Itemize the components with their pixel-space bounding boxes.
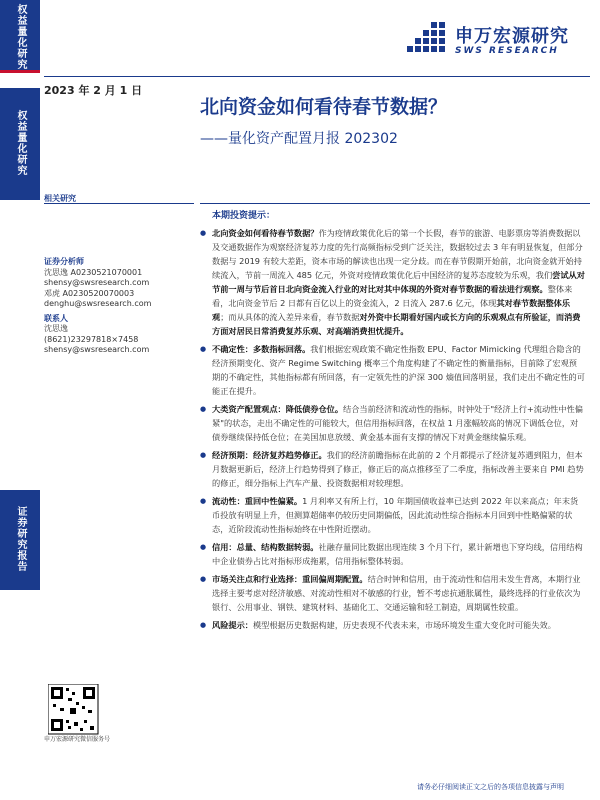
brand-name-cn: 申万宏源研究 xyxy=(455,26,569,47)
footer xyxy=(0,780,600,800)
qr-caption: 申万宏源研究微信服务号 xyxy=(44,736,111,743)
related-research-heading: 相关研究 xyxy=(44,194,76,203)
sidebar-label-top: 权益量化研究 xyxy=(15,4,26,70)
list-item: ● 不确定性：多数指标回落。我们根据宏观政策不确定性指数 EPU、Factor Mimicking 代理组合隐含的经济预期变化、资产 Regime Switching 概率三个角度构建了不确定性的衡量指标，目前除了宏观预期的不确定性，其他指标都有所回落，有一定领先性的沪深 300 熵值回落明显，我们走出不确定性的可能正在提升。 xyxy=(200,342,585,398)
page-title: 北向资金如何看待春节数据？ xyxy=(200,96,448,118)
page-subtitle: ——量化资产配置月报 202302 xyxy=(200,131,398,147)
footer-disclaimer: 请务必仔细阅读正文之后的各项信息披露与声明 xyxy=(417,783,564,791)
analyst-email[interactable]: shensy@swsresearch.com xyxy=(44,278,150,287)
sidebar-label-bottom: 证券研究报告 xyxy=(15,506,26,572)
list-item: ● 经济预期：经济复苏趋势修正。我们的经济前瞻指标在此前的 2 个月都提示了经济复苏遇到阻力，但本月数据更新后，经济上行趋势得到了修正，修正后的高点推移至了二季度，指标改善主要来自 PMI 趋势的修正，细分指标上汽车产量、投资数据相对较理想。 xyxy=(200,448,585,490)
logo-icon xyxy=(405,20,451,60)
analyst-line: 邓虎 A0230520070003 xyxy=(44,288,135,298)
analyst-heading: 证券分析师 xyxy=(44,257,84,266)
report-date: 2023 年 2 月 1 日 xyxy=(44,84,143,97)
sidebar-block-mid xyxy=(0,88,40,200)
list-item: ● 信用：总量、结构数据转弱。社融存量同比数据出现连续 3 个月下行，累计新增也下穿均线，信用结构中企业债券占比对指标形成拖累，信用指标整体转弱。 xyxy=(200,540,585,568)
sidebar-red-bar xyxy=(0,70,40,73)
contact-name: 沈思逸 xyxy=(44,324,68,333)
analyst-section xyxy=(44,257,194,356)
brand-logo xyxy=(405,20,585,70)
sidebar xyxy=(0,0,40,800)
sidebar-label-mid: 权益量化研究 xyxy=(15,110,26,176)
analyst-email[interactable]: denghu@swsresearch.com xyxy=(44,299,152,308)
investment-tips xyxy=(200,226,585,636)
list-item: ● 市场关注点和行业选择：重回偏周期配置。结合时钟和信用，由于流动性和信用未发生背离，本期行业选择主要考虑对经济敏感、对流动性相对不敏感的行业，暂不考虑抗通胀属性，最终选择的行业依次为银行、公用事业、钢铁、建筑材料、基础化工、交通运输和轻工制造，周期属性较重。 xyxy=(200,572,585,614)
contact-heading: 联系人 xyxy=(44,313,68,323)
list-item: ● 流动性：重回中性偏紧。1 月利率又有所上行，10 年期国债收益率已达到 2022 年以来高点；年末货币投放有明显上升，但测算超储率仍较历史同期偏低，因此流动性综合指标本月回到中性略偏紧的状态，近阶段流动性指标始终在中性附近摆动。 xyxy=(200,494,585,536)
analyst-line: 沈思逸 A0230521070001 xyxy=(44,267,143,277)
investment-tips-heading: 本期投资提示： xyxy=(212,211,276,221)
list-item: ● 北向资金如何看待春节数据？作为疫情政策优化后的第一个长假，春节的旅游、电影票房等消费数据以及交通数据作为观察经济复苏力度的先行高频指标受到广泛关注，数据较过去 3 年有明显恢复，但部分数据与 2019 有较大差距，资本市场的解读也出现一定分歧。而在春节假期开始前，北向资金就开始持续流入，节前一周流入 485 亿元，外资对疫情政策优化后中国经济的复苏态度较为乐观，我们尝试从对节前一周与节后首日北向资金流入行业的对比对其中体现的外资对春节数据的看法进行观察。整体来看，北向资金节后 2 日都有百亿以上的资金流入，2 日流入 287.6 亿元，体现其对春节数据整体乐观；而从具体的流入差异来看，春节数据对外资中长期看好国内或长方向的乐观观点有所验证，而消费方面对居民日常消费复苏乐观、对高端消费担忧提升。 xyxy=(200,226,585,338)
list-item: ● 风险提示：模型根据历史数据构建，历史表现不代表未来，市场环境发生重大变化时可能失效。 xyxy=(200,618,585,632)
header-divider xyxy=(44,76,590,77)
sidebar-block-bottom xyxy=(0,490,40,590)
sidebar-block-top xyxy=(0,0,40,70)
related-research xyxy=(44,194,194,205)
right-divider xyxy=(200,203,590,204)
list-item: ● 大类资产配置观点：降低债券仓位。结合当前经济和流动性的指标，时钟处于"经济上行+流动性中性偏紧"的状态，走出不确定性的可能较大，但信用指标回落，在权益 1 月涨幅较高的情况下调低仓位，对债券继续保持低仓位；在美国加息放缓、黄金基本面有支撑的情况下对黄金继续偏乐观。 xyxy=(200,402,585,444)
contact-email[interactable]: shensy@swsresearch.com xyxy=(44,345,150,354)
brand-name-en: SWS RESEARCH xyxy=(455,46,559,56)
contact-phone: (8621)23297818×7458 xyxy=(44,334,139,344)
